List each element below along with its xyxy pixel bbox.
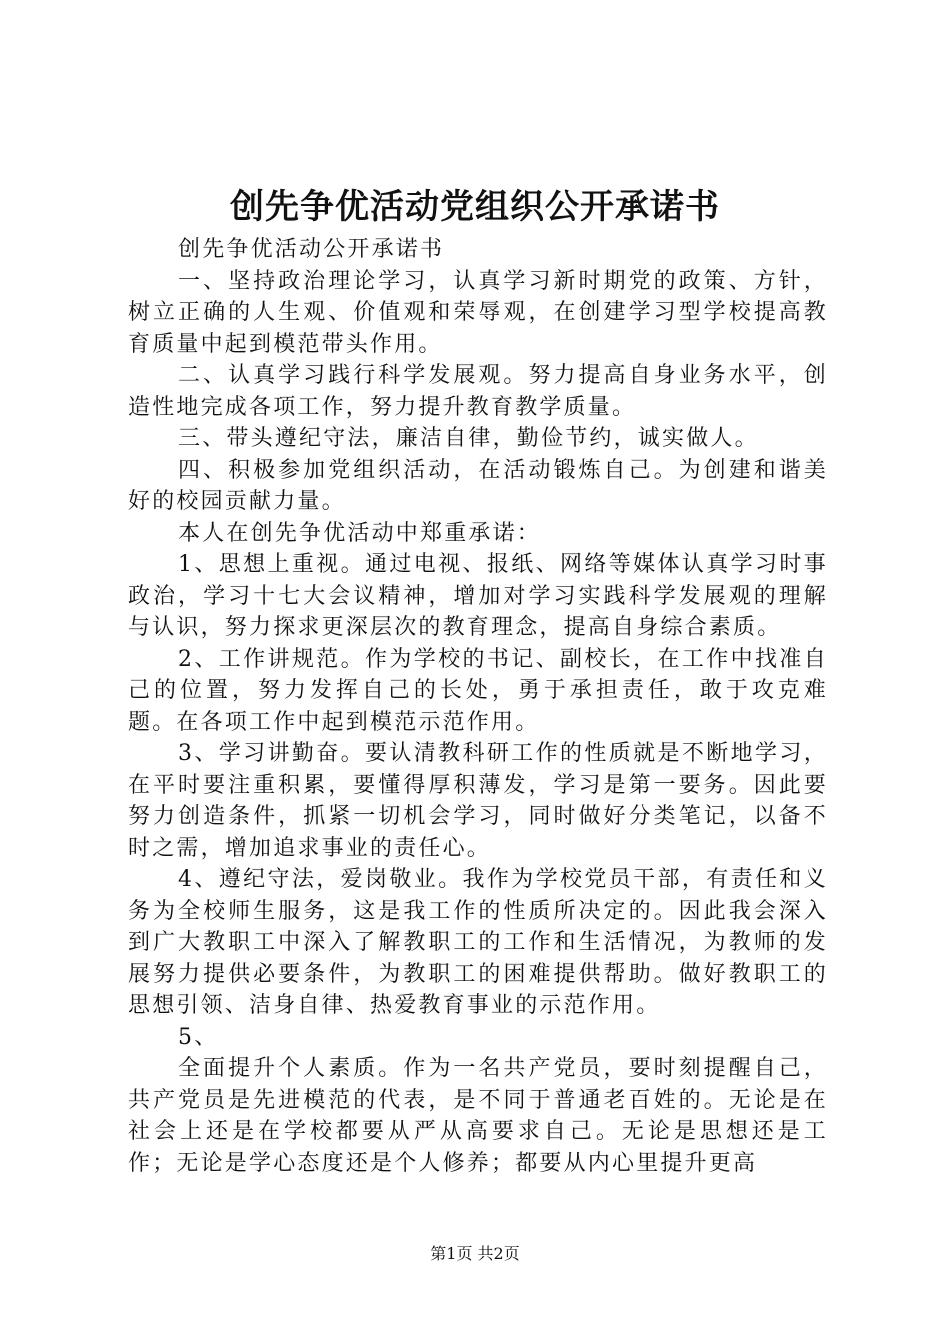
paragraph-commitment-5-number: 5、	[178, 1024, 219, 1050]
document-title: 创先争优活动党组织公开承诺书	[230, 187, 720, 227]
paragraph-item-4: 四、积极参加党组织活动，在活动锻炼自己。为创建和谐美好的校园贡献力量。	[128, 457, 828, 514]
document-body	[128, 234, 828, 1179]
paragraph-commitment-1: 1、思想上重视。通过电视、报纸、网络等媒体认真学习时事政治，学习十七大会议精神，增加对学习实践科学发展观的理解与认识，努力探求更深层次的教育理念，提高自身综合素质。	[128, 552, 828, 640]
paragraph-heading: 创先争优活动公开承诺书	[178, 237, 445, 262]
page-footer: 第1页 共2页	[430, 1244, 520, 1263]
paragraph-item-1: 一、坚持政治理论学习，认真学习新时期党的政策、方针，树立正确的人生观、价值观和荣辱观，在创建学习型学校提高教育质量中起到模范带头作用。	[128, 268, 828, 357]
paragraph-commitment-4: 4、遵纪守法，爱岗敬业。我作为学校党员干部，有责任和义务为全校师生服务，这是我工作的性质所决定的。因此我会深入到广大教职工中深入了解教职工的工作和生活情况，为教师的发展努力提供必要条件，为教职工的困难提供帮助。做好教职工的思想引领、洁身自律、热爱教育事业的示范作用。	[128, 867, 828, 1018]
paragraph-commitment-5: 全面提升个人素质。作为一名共产党员，要时刻提醒自己，共产党员是先进模范的代表，是不同于普通老百姓的。无论是在社会上还是在学校都要从严从高要求自己。无论是思想还是工作；无论是学心态度还是个人修养；都要从内心里提升更高	[128, 1056, 828, 1176]
paragraph-commitment-3: 3、学习讲勤奋。要认清教科研工作的性质就是不断地学习，在平时要注重积累，要懂得厚积薄发，学习是第一要务。因此要努力创造条件，抓紧一切机会学习，同时做好分类笔记，以备不时之需，增加追求事业的责任心。	[128, 741, 828, 861]
paragraph-commitment-intro: 本人在创先争优活动中郑重承诺：	[178, 520, 542, 546]
paragraph-item-2: 二、认真学习践行科学发展观。努力提高自身业务水平，创造性地完成各项工作，努力提升教育教学质量。	[128, 363, 828, 420]
paragraph-commitment-2: 2、工作讲规范。作为学校的书记、副校长，在工作中找准自己的位置，努力发挥自己的长处，勇于承担责任，敢于攻克难题。在各项工作中起到模范示范作用。	[128, 646, 828, 735]
paragraph-item-3: 三、带头遵纪守法，廉洁自律，勤俭节约，诚实做人。	[178, 426, 759, 451]
